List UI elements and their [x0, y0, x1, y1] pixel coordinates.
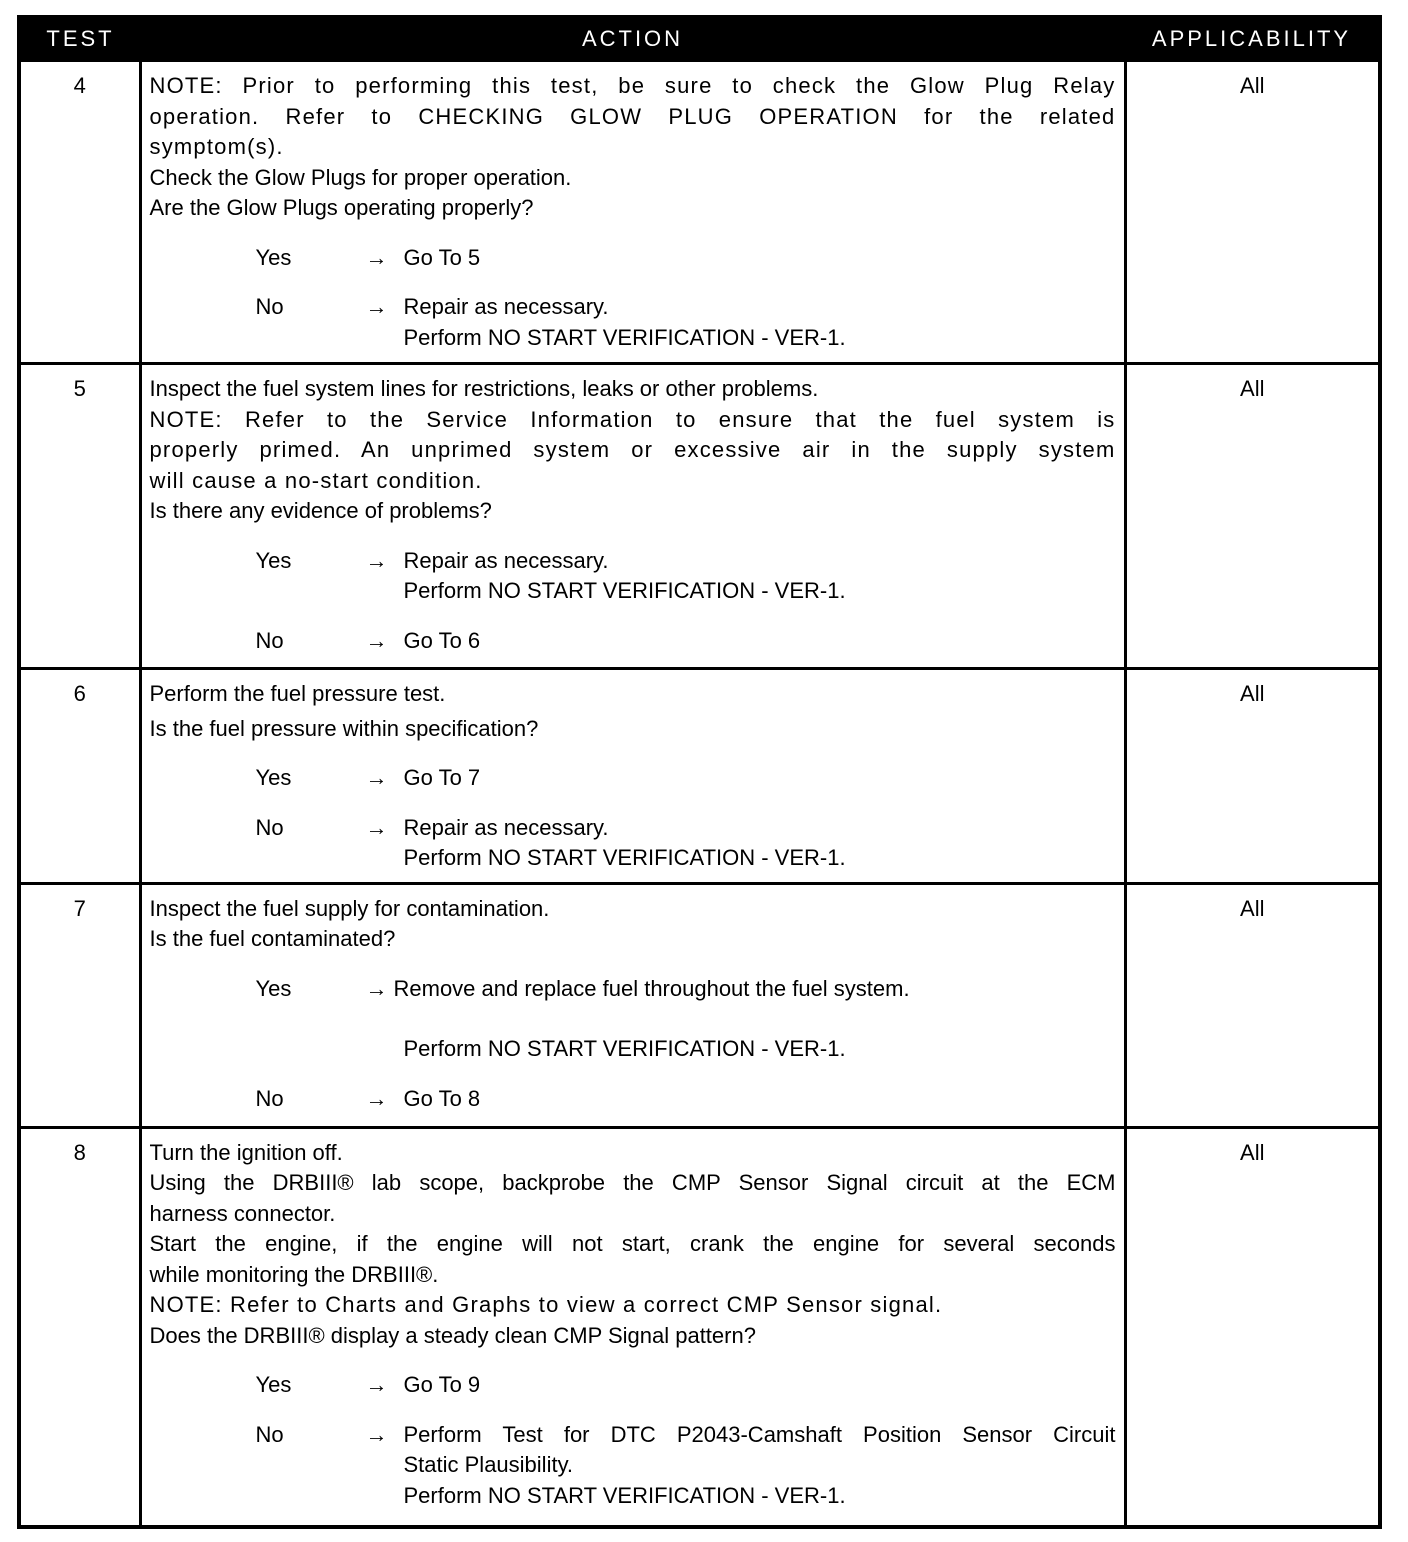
- test-number: 8: [19, 1127, 140, 1527]
- action-line: Inspect the fuel supply for contamination.: [149, 895, 550, 921]
- applicability-value: All: [1125, 61, 1380, 364]
- arrow-icon: →: [365, 1421, 388, 1447]
- action-cell: [140, 61, 1125, 364]
- table-row: [19, 883, 1380, 1127]
- action-line: while monitoring the DRBIII®.: [149, 1261, 439, 1287]
- answer-label: Yes: [255, 975, 292, 1001]
- answer-label: No: [255, 814, 284, 840]
- action-line: Is there any evidence of problems?: [149, 498, 492, 523]
- header-test: TEST: [19, 17, 140, 61]
- action-line: Start the engine, if the engine will not start, crank the engine for several seconds: [149, 1231, 1116, 1256]
- answer-label: Yes: [255, 547, 292, 573]
- result-line: Go To 6: [403, 627, 481, 653]
- action-line: Check the Glow Plugs for proper operation.: [149, 164, 572, 190]
- answer-label: No: [255, 627, 284, 653]
- response-no: [256, 626, 1116, 657]
- test-number: 7: [19, 883, 140, 1127]
- result-line: Perform Test for DTC P2043-Camshaft Position Sensor Circuit: [403, 1421, 1116, 1447]
- action-line: Inspect the fuel system lines for restrictions, leaks or other problems.: [149, 376, 819, 401]
- response-yes: [256, 1370, 1116, 1401]
- response-yes: [256, 546, 1116, 607]
- answer-label: No: [255, 1085, 284, 1111]
- action-line: Are the Glow Plugs operating properly?: [149, 195, 534, 220]
- response-result: [404, 763, 1116, 794]
- table-header-row: [19, 17, 1380, 61]
- diagnostic-test-table: [17, 15, 1382, 1529]
- action-cell: [140, 883, 1125, 1127]
- result-line: Repair as necessary.: [403, 294, 609, 319]
- response-no: [256, 1420, 1116, 1512]
- action-line: NOTE: Refer to the Service Information to ensure that the fuel system is: [149, 406, 1116, 432]
- response-result: [393, 974, 1116, 1065]
- response-yes: [256, 763, 1116, 794]
- answer-label: No: [255, 294, 284, 319]
- action-line: operation. Refer to CHECKING GLOW PLUG OPERATION for the related: [149, 103, 1116, 129]
- answer-label: Yes: [255, 244, 292, 270]
- action-cell: [140, 364, 1125, 669]
- result-line: Go To 8: [403, 1085, 481, 1111]
- answer-label: No: [255, 1421, 284, 1447]
- arrow-icon: →: [365, 244, 388, 270]
- action-line: properly primed. An unprimed system or excessive air in the supply system: [149, 437, 1116, 462]
- response-no: [256, 292, 1116, 353]
- result-line: Perform NO START VERIFICATION - VER-1.: [403, 324, 846, 350]
- response-no: [256, 813, 1116, 874]
- result-line: Go To 5: [403, 244, 481, 270]
- test-number: 6: [19, 669, 140, 884]
- response-result: [404, 546, 1116, 607]
- arrow-icon: →: [365, 814, 388, 840]
- arrow-icon: →: [365, 1372, 388, 1397]
- table-row: [19, 61, 1380, 364]
- result-line: Perform NO START VERIFICATION - VER-1.: [403, 1036, 846, 1061]
- action-cell: [140, 669, 1125, 884]
- header-action: ACTION: [140, 17, 1125, 61]
- response-result: [404, 626, 1116, 657]
- response-result: [404, 1370, 1116, 1401]
- response-result: [404, 292, 1116, 353]
- result-line: Remove and replace fuel throughout the fuel system.: [393, 975, 910, 1001]
- action-line: NOTE: Refer to Charts and Graphs to view a correct CMP Sensor signal.: [149, 1292, 943, 1317]
- applicability-value: All: [1125, 669, 1380, 884]
- result-line: Static Plausibility.: [403, 1452, 574, 1477]
- action-line: Perform the fuel pressure test.: [149, 681, 446, 706]
- action-line: harness connector.: [149, 1200, 336, 1226]
- arrow-icon: →: [365, 547, 388, 573]
- test-number: 4: [19, 61, 140, 364]
- arrow-icon: →: [365, 765, 388, 790]
- response-no: [256, 1084, 1116, 1115]
- action-line: symptom(s).: [149, 134, 284, 159]
- result-line: Perform NO START VERIFICATION - VER-1.: [403, 1482, 846, 1508]
- action-line: Is the fuel pressure within specification?: [149, 715, 539, 741]
- applicability-value: All: [1125, 1127, 1380, 1527]
- table-row: [19, 364, 1380, 669]
- table-row: [19, 669, 1380, 884]
- response-yes: [256, 243, 1116, 274]
- response-result: [404, 1084, 1116, 1115]
- result-line: Perform NO START VERIFICATION - VER-1.: [403, 578, 846, 603]
- action-line: Using the DRBIII® lab scope, backprobe the CMP Sensor Signal circuit at the ECM: [149, 1170, 1116, 1195]
- action-line: NOTE: Prior to performing this test, be sure to check the Glow Plug Relay: [149, 73, 1116, 98]
- header-applicability: APPLICABILITY: [1125, 17, 1380, 61]
- answer-label: Yes: [255, 765, 292, 790]
- response-result: [404, 813, 1116, 874]
- table-row: [19, 1127, 1380, 1527]
- arrow-icon: →: [365, 627, 388, 653]
- response-yes: [256, 974, 1116, 1065]
- arrow-icon: →: [365, 294, 388, 319]
- response-result: [404, 243, 1116, 274]
- result-line: Repair as necessary.: [403, 814, 609, 840]
- result-line: Repair as necessary.: [403, 547, 609, 573]
- action-cell: [140, 1127, 1125, 1527]
- response-result: [404, 1420, 1116, 1512]
- action-line: Does the DRBIII® display a steady clean CMP Signal pattern?: [149, 1322, 756, 1348]
- applicability-value: All: [1125, 883, 1380, 1127]
- arrow-icon: →: [365, 975, 388, 1001]
- action-line: Turn the ignition off.: [149, 1139, 343, 1165]
- result-line: Perform NO START VERIFICATION - VER-1.: [403, 845, 846, 870]
- action-line: will cause a no-start condition.: [149, 467, 483, 493]
- test-number: 5: [19, 364, 140, 669]
- applicability-value: All: [1125, 364, 1380, 669]
- answer-label: Yes: [255, 1372, 292, 1397]
- result-line: Go To 7: [403, 765, 481, 790]
- result-line: Go To 9: [403, 1372, 481, 1397]
- arrow-icon: →: [365, 1085, 388, 1111]
- action-line: Is the fuel contaminated?: [149, 926, 396, 951]
